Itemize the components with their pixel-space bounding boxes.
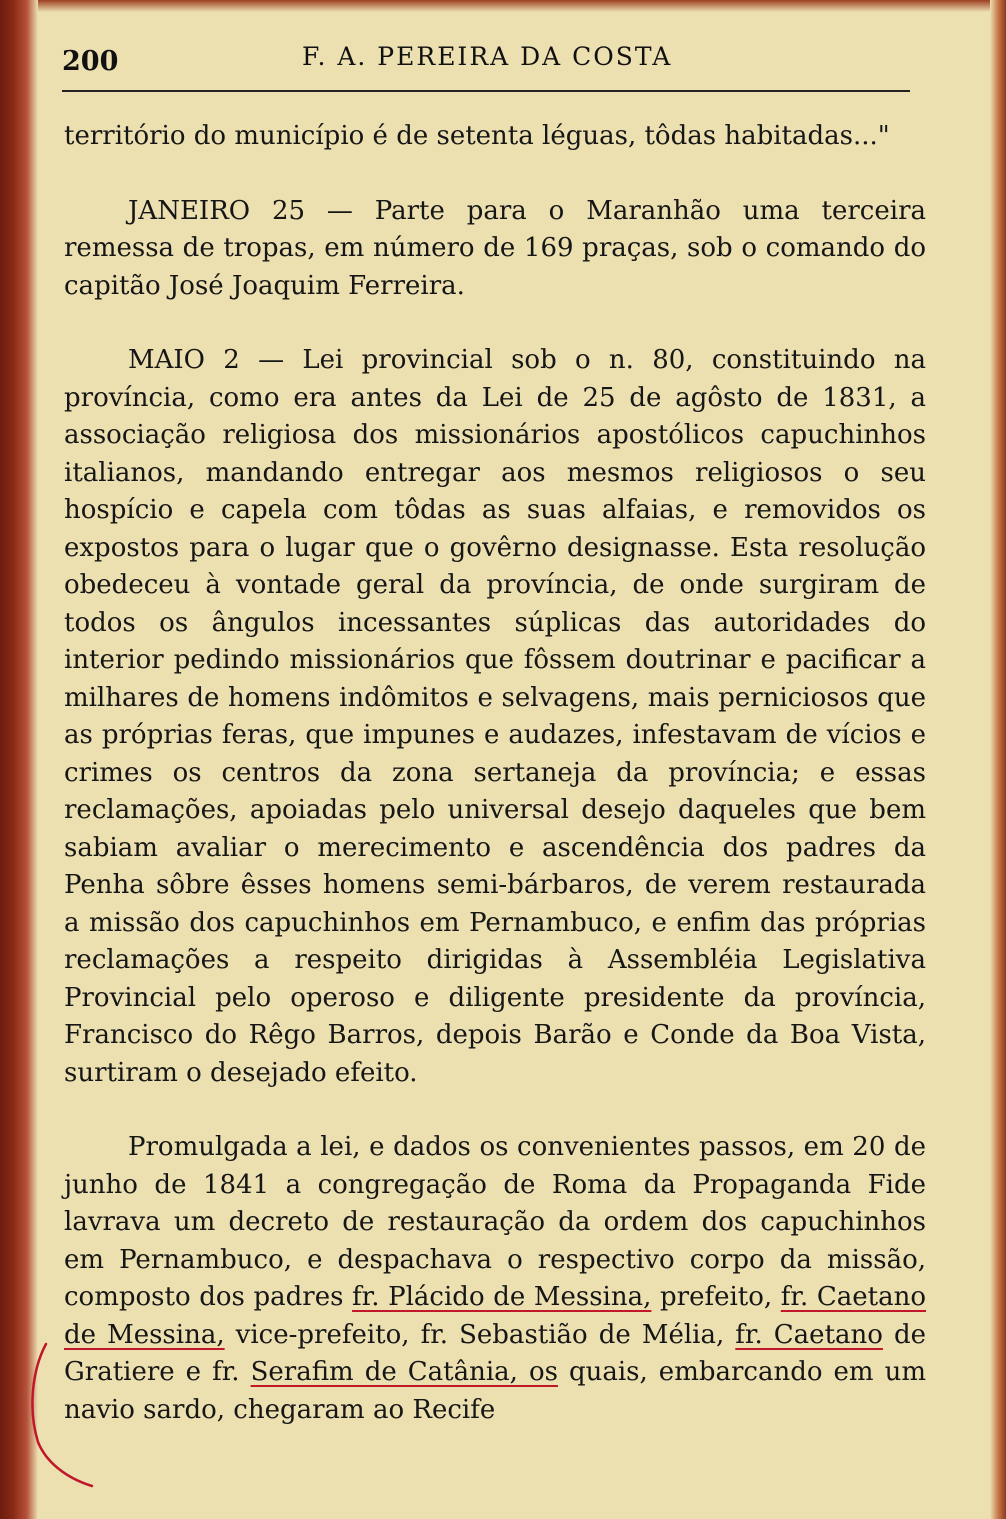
paragraph-text-segment: quais, embarcando em um navio sardo, chegaram ao Recife bbox=[64, 1357, 926, 1425]
header-rule bbox=[62, 90, 910, 92]
page-number: 200 bbox=[62, 46, 119, 77]
paragraph-continuation: território do município é de setenta léguas, tôdas habitadas..." bbox=[64, 121, 890, 151]
underlined-name-placido: fr. Plácido de Messina, bbox=[352, 1282, 652, 1312]
page-edge-top bbox=[0, 0, 1006, 12]
paragraph-text-segment: vice-prefeito, fr. Sebastião de Mélia, bbox=[224, 1319, 736, 1350]
underlined-name-serafim: Serafim de Catânia, os bbox=[250, 1357, 558, 1387]
page-edge-left bbox=[0, 0, 38, 1519]
paragraph-text-segment: Promulgada a lei, e dados os convenientes passos, em 20 de junho de 1841 a congregação de Roma da Propaganda Fide lavrava um decreto de restauração da ordem dos capuchinhos em Pernambuco, e despachava o respectivo corpo da missão, composto dos padres bbox=[64, 1132, 926, 1312]
bracket-stroke bbox=[32, 1344, 92, 1486]
red-bracket-annotation bbox=[8, 1340, 98, 1490]
underlined-name-caetano-messina: fr. Caetano de Messina, bbox=[64, 1282, 926, 1350]
underlined-name-caetano-gratiere: fr. Caetano bbox=[735, 1319, 883, 1350]
page-header bbox=[62, 38, 910, 92]
paragraph-text-segment: prefeito, bbox=[651, 1282, 781, 1312]
paragraph-maio-2: MAIO 2 — Lei provincial sob o n. 80, constituindo na província, como era antes da Lei de 25 de agôsto de 1831, a associação religiosa dos missionários apostólicos capuchinhos italianos, mandando entregar aos mesmos religiosos o seu hospício e capela com tôdas as suas alfaias, e removidos os expostos para o lugar que o govêrno designasse. Esta resolução obedeceu à vontade geral da província, de onde surgiram de todos os ângulos incessantes súplicas das autoridades do interior pedindo missionários que fôssem doutrinar e pacificar a milhares de homens indômitos e selvagens, mais perniciosos que as próprias feras, que impunes e audazes, infestavam de vícios e crimes os centros da zona sertaneja da província; e essas reclamações, apoiadas pelo universal desejo daqueles que bem sabiam avaliar o merecimento e ascendência dos padres da Penha sôbre êsses homens semi-bárbaros, de verem restaurada a missão dos capuchinhos em Pernambuco, e enfim das próprias reclamações a respeito dirigidas à Assembléia Legislativa Provincial pelo operoso e diligente presidente da província, Francisco do Rêgo Barros, depois Barão e Conde da Boa Vista, surtiram o desejado efeito. bbox=[64, 345, 926, 1088]
body-text bbox=[64, 118, 926, 1466]
running-head: F. A. PEREIRA DA COSTA bbox=[302, 42, 673, 71]
paragraph-janeiro-25: JANEIRO 25 — Parte para o Maranhão uma terceira remessa de tropas, em número de 169 praças, sob o comando do capitão José Joaquim Ferreira. bbox=[64, 195, 926, 301]
paragraph-text-segment: de Gratiere e fr. bbox=[64, 1319, 926, 1387]
page-edge-right bbox=[990, 0, 1006, 1519]
paragraph-promulgada bbox=[64, 1129, 926, 1429]
